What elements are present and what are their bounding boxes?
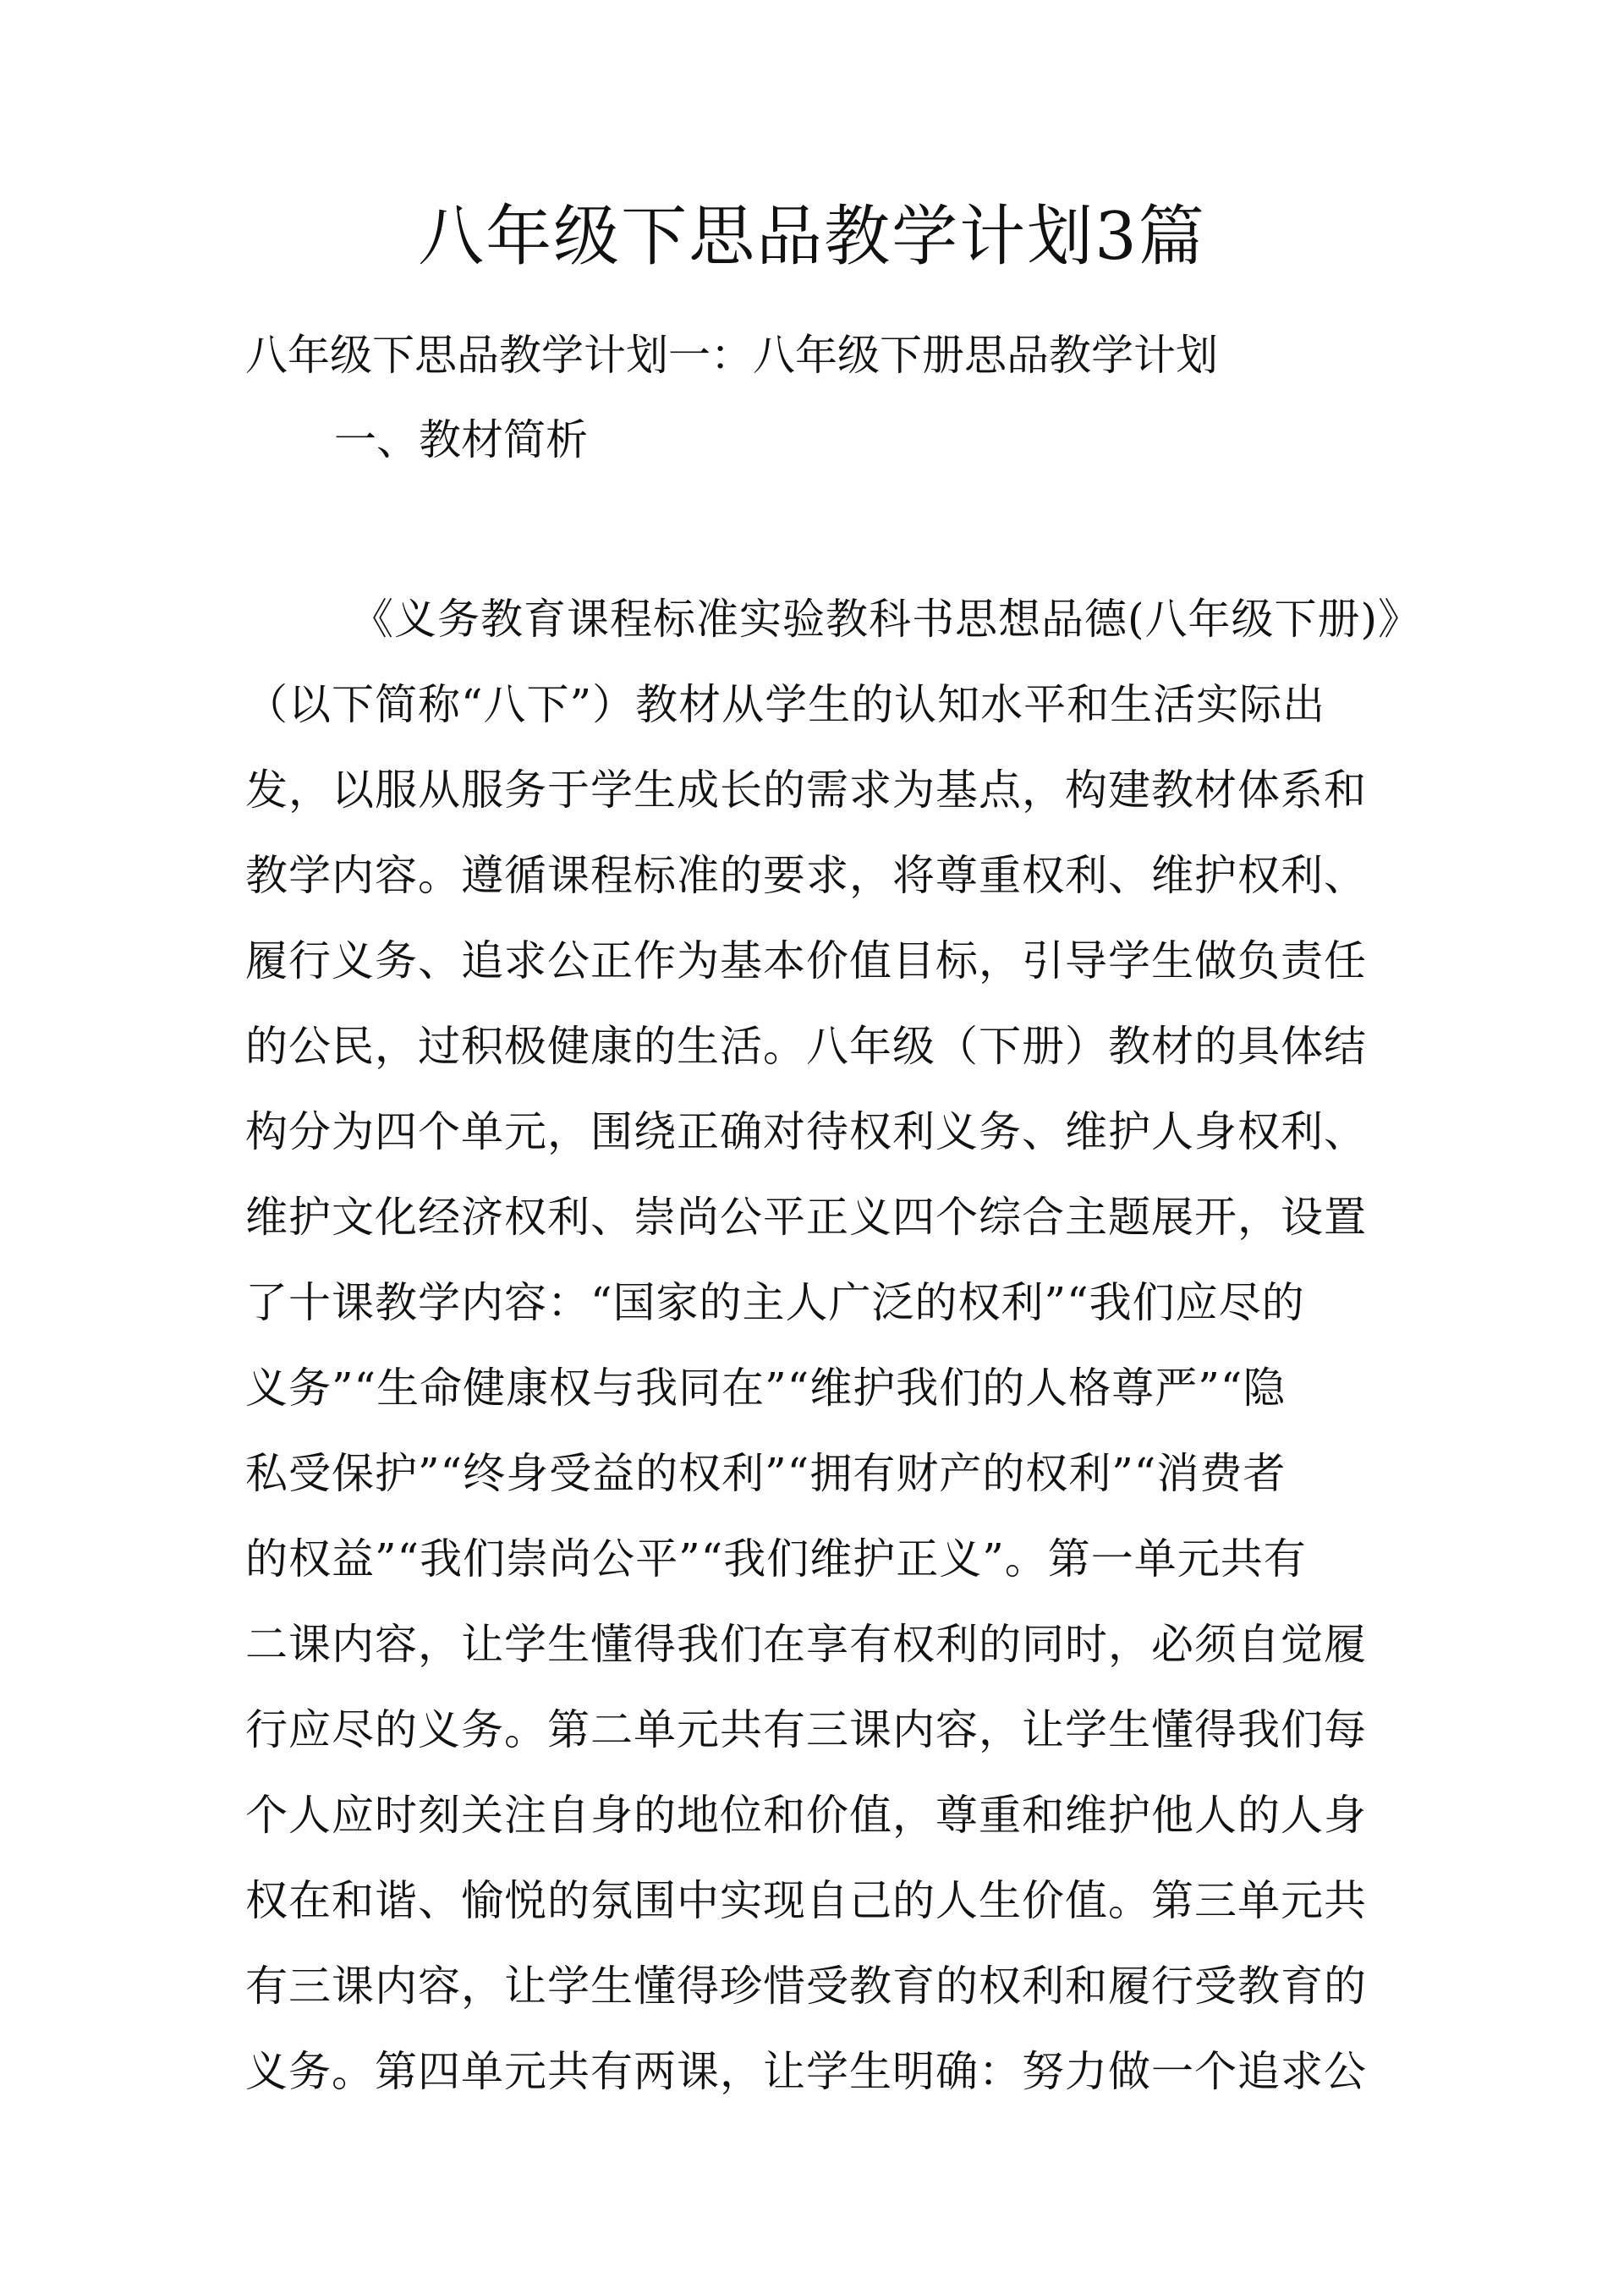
paragraph-line: 《义务教育课程标准实验教科书思想品德(八年级下册)》 (351, 595, 1422, 644)
paragraph-line: 私受保护”“终身受益的权利”“拥有财产的权利”“消费者 (245, 1449, 1287, 1498)
paragraph-line: 二课内容，让学生懂得我们在享有权利的同时，必须自觉履 (245, 1620, 1367, 1669)
paragraph-line: 构分为四个单元，围绕正确对待权利义务、维护人身权利、 (245, 1107, 1367, 1156)
document-subtitle: 八年级下思品教学计划一：八年级下册思品教学计划 (245, 331, 1218, 380)
paragraph-line: 有三课内容，让学生懂得珍惜受教育的权利和履行受教育的 (245, 1962, 1367, 2011)
paragraph-line: 行应尽的义务。第二单元共有三课内容，让学生懂得我们每 (245, 1705, 1367, 1754)
paragraph-line: （以下简称“八下”）教材从学生的认知水平和生活实际出 (245, 680, 1326, 729)
body-paragraph (245, 577, 1422, 2115)
paragraph-line: 个人应时刻关注自身的地位和价值，尊重和维护他人的人身 (245, 1791, 1367, 1840)
paragraph-line: 了十课教学内容：“国家的主人广泛的权利”“我们应尽的 (245, 1278, 1305, 1327)
paragraph-line: 教学内容。遵循课程标准的要求，将尊重权利、维护权利、 (245, 851, 1367, 900)
paragraph-line: 义务”“生命健康权与我同在”“维护我们的人格尊严”“隐 (245, 1364, 1287, 1413)
paragraph-line: 权在和谐、愉悦的氛围中实现自己的人生价值。第三单元共 (245, 1876, 1367, 1925)
section-heading: 一、教材简析 (334, 415, 588, 464)
paragraph-line: 的公民，过积极健康的生活。八年级（下册）教材的具体结 (245, 1022, 1367, 1071)
paragraph-line: 履行义务、追求公正作为基本价值目标，引导学生做负责任 (245, 936, 1367, 985)
paragraph-line: 的权益”“我们崇尚公平”“我们维护正义”。第一单元共有 (245, 1534, 1307, 1583)
paragraph-line: 发，以服从服务于学生成长的需求为基点，构建教材体系和 (245, 766, 1367, 815)
document-title: 八年级下思品教学计划3篇 (418, 199, 1206, 275)
paragraph-line: 义务。第四单元共有两课，让学生明确：努力做一个追求公 (245, 2047, 1367, 2096)
paragraph-line: 维护文化经济权利、崇尚公平正义四个综合主题展开，设置 (245, 1193, 1367, 1242)
